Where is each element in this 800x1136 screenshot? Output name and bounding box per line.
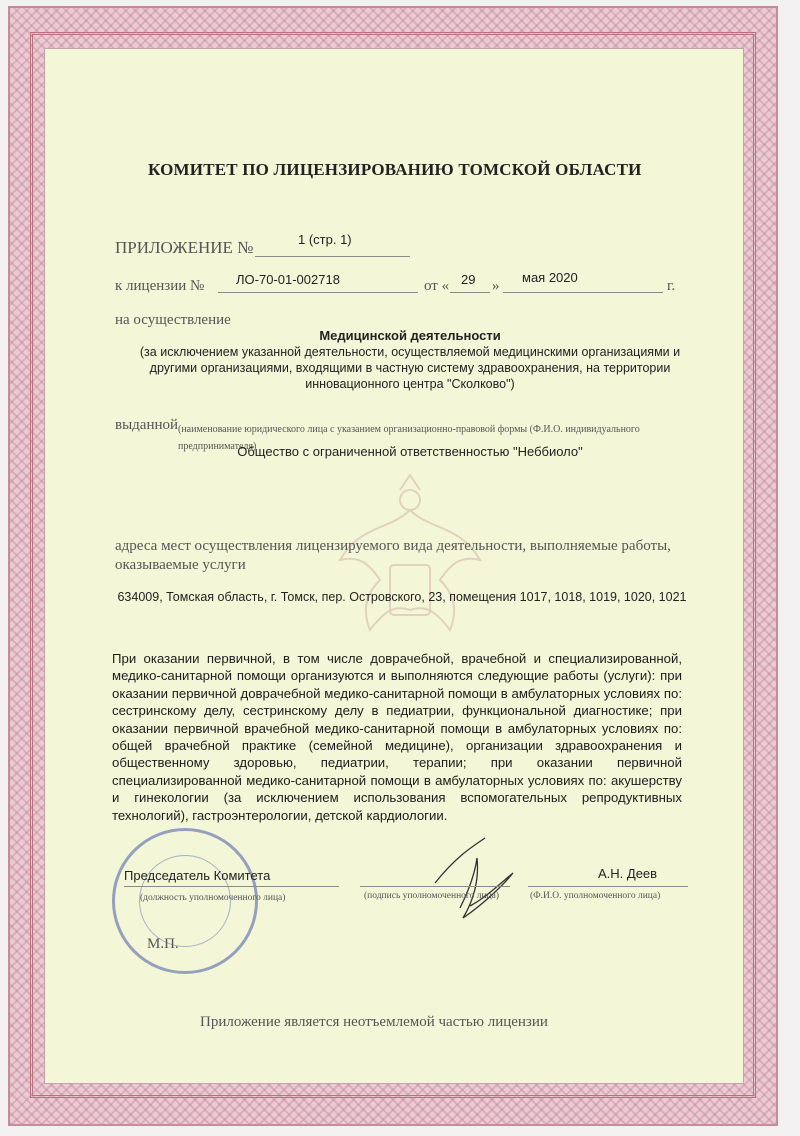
license-label: к лицензии № bbox=[115, 278, 205, 294]
appendix-number: 1 (стр. 1) bbox=[298, 232, 352, 247]
license-year-suffix: г. bbox=[667, 278, 676, 294]
appendix-underline bbox=[255, 256, 410, 257]
seal-place-label: М.П. bbox=[147, 936, 179, 952]
issued-organization: Общество с ограниченной ответственностью "Неббиоло" bbox=[237, 444, 583, 459]
name-underline bbox=[528, 886, 688, 887]
position-underline bbox=[124, 886, 339, 887]
signature-hint: (подпись уполномоченного лица) bbox=[364, 891, 500, 901]
places-address: 634009, Томская область, г. Томск, пер. Островского, 23, помещения 1017, 1018, 1019, 1020, 1021 bbox=[117, 590, 687, 604]
position-hint: (должность уполномоченного лица) bbox=[140, 893, 286, 903]
committee-title: КОМИТЕТ ПО ЛИЦЕНЗИРОВАНИЮ ТОМСКОЙ ОБЛАСТИ bbox=[148, 160, 642, 179]
handwritten-signature bbox=[415, 828, 525, 928]
license-from-label: от « bbox=[424, 278, 450, 294]
day-underline bbox=[450, 292, 490, 293]
signatory-name: А.Н. Деев bbox=[598, 866, 658, 881]
footer-note: Приложение является неотъемлемой частью лицензии bbox=[200, 1014, 548, 1030]
month-underline bbox=[503, 292, 663, 293]
signature-underline bbox=[360, 886, 510, 887]
license-number-underline bbox=[218, 292, 418, 293]
activity-note: (за исключением указанной деятельности, осуществляемой медицинскими организациями и другими организациями, входящими в частную систему здравоохранения, на территории инновационного центра "Сколково") bbox=[139, 345, 681, 391]
places-label: адреса мест осуществления лицензируемого вида деятельности, выполняемые работы, оказываемые услуги bbox=[115, 538, 671, 573]
activity-name: Медицинской деятельности bbox=[319, 328, 501, 343]
activity-label: на осуществление bbox=[115, 312, 231, 328]
services-paragraph: При оказании первичной, в том числе доврачебной, врачебной и специализированной, медико-санитарной помощи организуются и выполняются следующие работы (услуги): при оказании первичной доврачебной медико-санитарной помощи в амбулаторных условиях по: сестринскому делу, сестринскому делу в педиатрии, функциональной диагностике; при оказании первичной врачебной медико-санитарной помощи в амбулаторных условиях по: общей врачебной практике (семейной медицине), организации здравоохранения и общественному здоровью, педиатрии, терапии; при оказании первичной специализированной медико-санитарной помощи в амбулаторных условиях по: акушерству и гинекологии (за исключением использования вспомогательных репродуктивных технологий), гастроэнтерологии, детской кардиологии. bbox=[112, 651, 682, 823]
license-close-quote: » bbox=[492, 278, 500, 294]
name-hint: (Ф.И.О. уполномоченного лица) bbox=[530, 891, 661, 901]
issued-label: выданной bbox=[115, 417, 179, 433]
issued-hint: (наименование юридического лица с указанием организационно-правовой формы (Ф.И.О. индивидуального предпринимателя) bbox=[178, 424, 640, 452]
license-number: ЛО-70-01-002718 bbox=[236, 272, 340, 287]
license-month-year: мая 2020 bbox=[522, 270, 578, 285]
license-day: 29 bbox=[461, 272, 476, 287]
signatory-position: Председатель Комитета bbox=[124, 868, 271, 883]
appendix-label: ПРИЛОЖЕНИЕ № bbox=[115, 238, 254, 257]
